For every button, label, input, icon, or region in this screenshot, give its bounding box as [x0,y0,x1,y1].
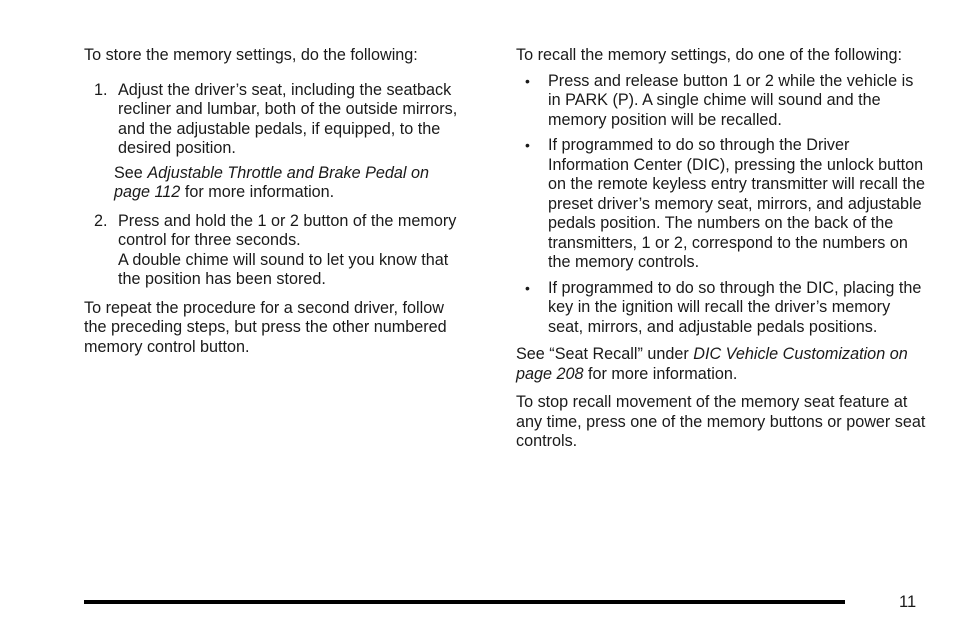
page-number: 11 [899,593,917,611]
cross-reference-link: Adjustable Throttle and Brake Pedal on page 112 [114,163,429,201]
store-intro: To store the memory settings, do the following: [84,46,418,64]
bullet-text-1: Press and release button 1 or 2 while the vehicle is in PARK (P). A single chime will sound and the memory position will be recalled. [548,71,914,129]
recall-bullets-list [516,72,926,338]
see-note-throttle [114,164,464,203]
bullet-text-3: If programmed to do so through the DIC, placing the key in the ignition will recall the driver’s memory seat, mirrors, and adjustable pedals positions. [548,278,922,336]
bullet-dot-icon: • [525,72,530,89]
step-text-1: Adjust the driver’s seat, including the seatback recliner and lumbar, both of the outside mirrors, and the adjustable pedals, if equipped, to the desired position. [118,80,458,157]
step-text-2b: A double chime will sound to let you know that the position has been stored. [118,250,449,288]
recall-intro: To recall the memory settings, do one of the following: [516,46,903,64]
see-prefix: See “Seat Recall” under [516,345,694,363]
step-item-1 [84,81,464,203]
see-suffix: for more information. [180,183,335,201]
bullet-text-2: If programmed to do so through the Driver Information Center (DIC), pressing the unlock button on the remote keyless entry transmitter will recall the preset driver’s memory seat, mirrors, and adjustable pedals position. The numbers on the back of the transmitters, 1 or 2, correspond to the numbers on the memory controls. [548,136,925,271]
see-prefix: See [114,163,148,182]
see-seat-recall [516,345,926,384]
repeat-paragraph: To repeat the procedure for a second driver, follow the preceding steps, but press the other numbered memory control button. [84,298,447,356]
bullet-item-2 [516,136,926,273]
right-column [516,46,926,461]
store-steps-list [84,81,464,290]
stop-recall-paragraph: To stop recall movement of the memory seat feature at any time, press one of the memory buttons or power seat controls. [516,393,926,450]
cross-reference-link: DIC Vehicle Customization on page 208 [516,345,908,383]
left-column [84,46,464,366]
bullet-dot-icon: • [525,137,530,153]
see-suffix: for more information. [583,364,738,383]
bullet-item-3 [516,279,926,338]
step-number-1: 1. [94,80,108,99]
footer-rule [84,600,845,604]
step-text-2: Press and hold the 1 or 2 button of the memory control for three seconds. [118,211,457,249]
bullet-item-1 [516,72,926,131]
bullet-dot-icon: • [525,279,530,296]
step-item-2 [84,212,464,290]
step-number-2: 2. [94,211,108,230]
